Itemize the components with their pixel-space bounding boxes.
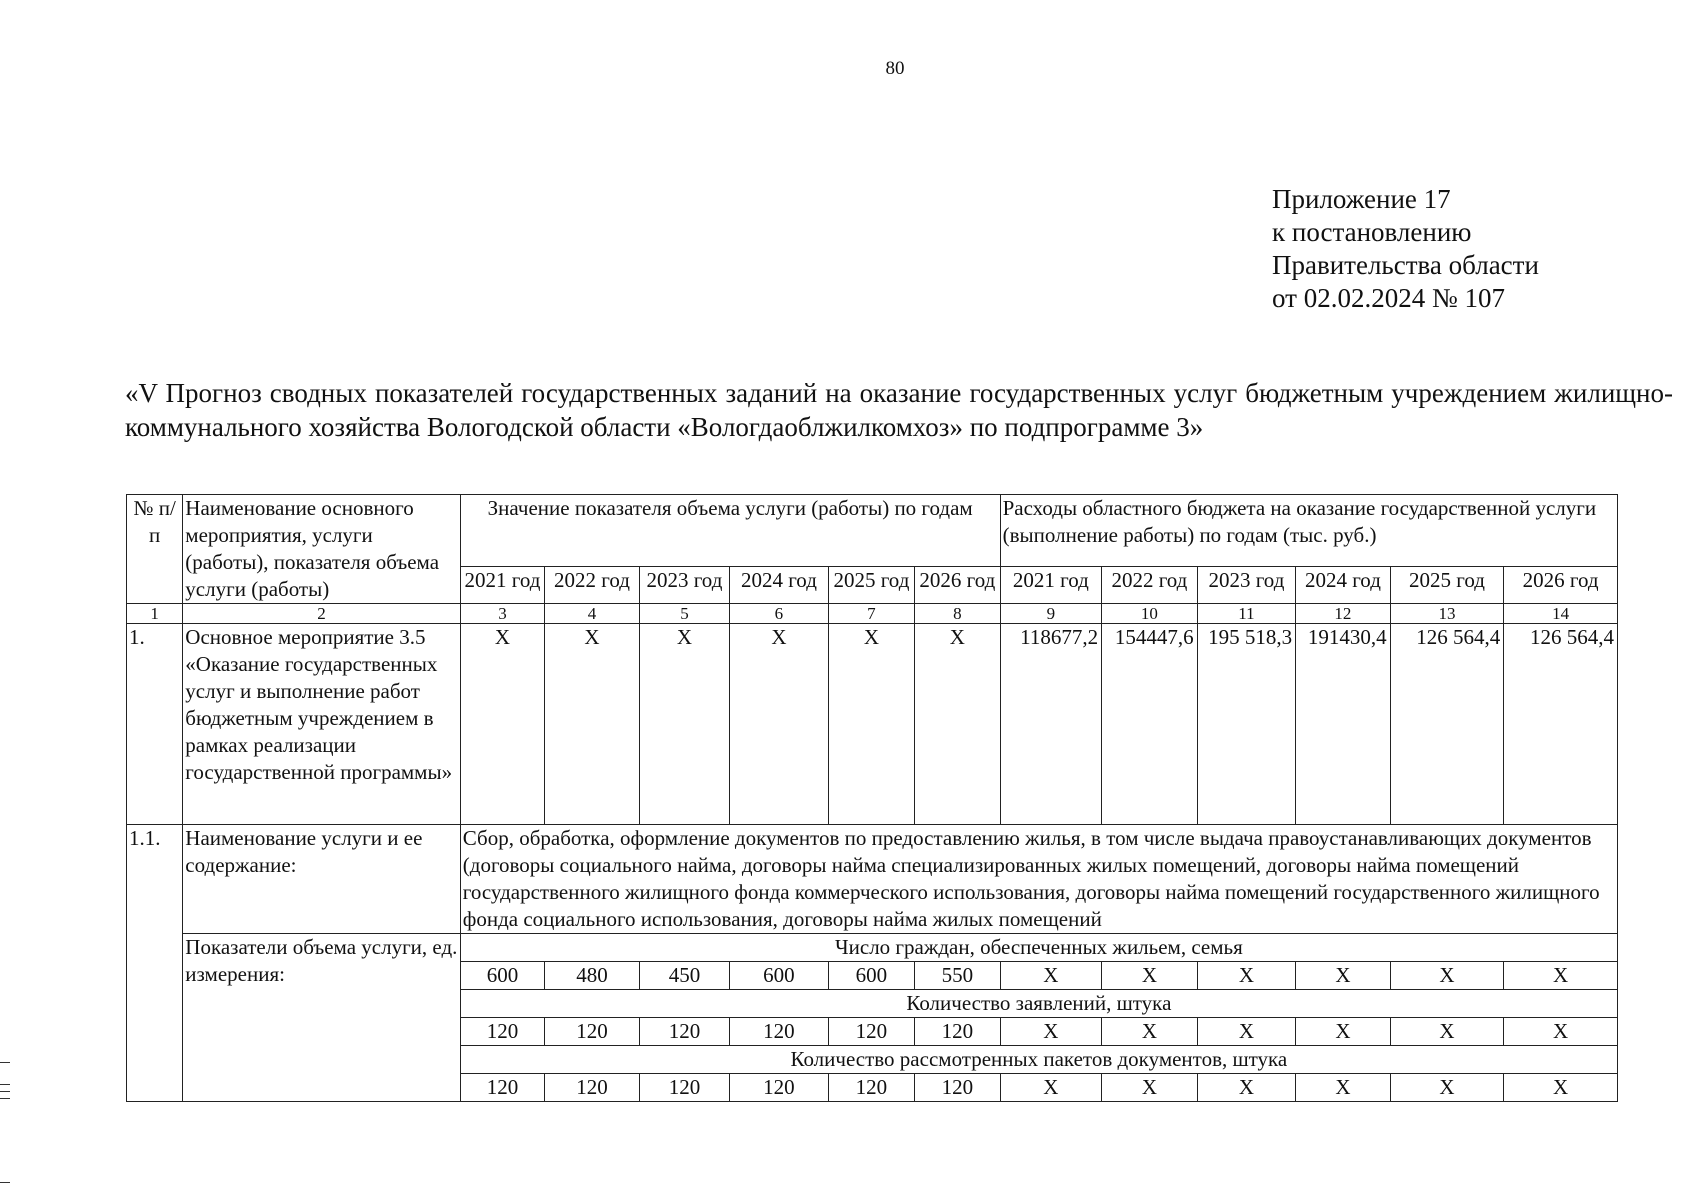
indicator-value: 120 <box>639 1018 729 1046</box>
service-label: Наименование услуги и ее содержание: <box>183 825 460 934</box>
indicator-value: X <box>1504 1074 1618 1102</box>
row-num: 1. <box>127 624 183 825</box>
header-expense-year: 2022 год <box>1102 567 1198 604</box>
header-num: № п/п <box>127 495 183 604</box>
header-volume-year: 2022 год <box>545 567 640 604</box>
indicator-value: 550 <box>915 962 1000 990</box>
header-volume-group: Значение показателя объема услуги (работы) по годам <box>460 495 1000 567</box>
indicator-value: X <box>1000 962 1102 990</box>
header-volume-year: 2025 год <box>828 567 914 604</box>
scan-margin-mark <box>0 1182 10 1183</box>
indicator-value: 480 <box>545 962 640 990</box>
column-number: 4 <box>545 604 640 624</box>
expense-value: 118677,2 <box>1000 624 1102 825</box>
volume-value: X <box>828 624 914 825</box>
indicator-value: 120 <box>915 1074 1000 1102</box>
volume-value: X <box>460 624 544 825</box>
indicator-value: 120 <box>730 1074 829 1102</box>
indicators-label: Показатели объема услуги, ед. измерения: <box>183 934 460 1102</box>
indicator-value: X <box>1102 1018 1198 1046</box>
volume-value: X <box>545 624 640 825</box>
header-name: Наименование основного мероприятия, услуги (работы), показателя объема услуги (работы) <box>183 495 460 604</box>
indicator-value: X <box>1390 962 1504 990</box>
indicator-value: X <box>1504 1018 1618 1046</box>
indicator-value: 450 <box>639 962 729 990</box>
header-expense-year: 2023 год <box>1197 567 1296 604</box>
header-volume-year: 2026 год <box>915 567 1000 604</box>
column-number: 3 <box>460 604 544 624</box>
indicator-value: 120 <box>460 1074 544 1102</box>
indicator-value: X <box>1102 1074 1198 1102</box>
row-num: 1.1. <box>127 825 183 1102</box>
indicator-value: X <box>1197 1018 1296 1046</box>
expense-value: 191430,4 <box>1296 624 1391 825</box>
indicator-value: X <box>1102 962 1198 990</box>
header-expense-year: 2026 год <box>1504 567 1618 604</box>
indicator-value: X <box>1197 962 1296 990</box>
indicator-value: 120 <box>460 1018 544 1046</box>
service-description: Сбор, обработка, оформление документов по предоставлению жилья, в том числе выдача правоустанавливающих документов (договоры социального найма, договоры найма специализированных жилых помещений, договоры найма помещений государственного жилищного фонда коммерческого использования, договоры найма помещений государственного жилищного фонда социального использования, договоры найма жилых помещений <box>460 825 1617 934</box>
indicator-value: 120 <box>545 1018 640 1046</box>
header-expense-year: 2024 год <box>1296 567 1391 604</box>
header-volume-year: 2024 год <box>730 567 829 604</box>
volume-value: X <box>639 624 729 825</box>
column-number: 5 <box>639 604 729 624</box>
expense-value: 126 564,4 <box>1390 624 1504 825</box>
expense-value: 195 518,3 <box>1197 624 1296 825</box>
volume-value: X <box>730 624 829 825</box>
indicator-value: 120 <box>915 1018 1000 1046</box>
indicator-value: X <box>1296 962 1391 990</box>
indicator-value: X <box>1504 962 1618 990</box>
column-number: 12 <box>1296 604 1391 624</box>
volume-value: X <box>915 624 1000 825</box>
column-number: 13 <box>1390 604 1504 624</box>
header-expense-year: 2025 год <box>1390 567 1504 604</box>
indicator-value: 120 <box>828 1074 914 1102</box>
indicator-title: Число граждан, обеспеченных жильем, семья <box>460 934 1617 962</box>
column-number: 7 <box>828 604 914 624</box>
appendix-line: к постановлению <box>1272 217 1472 247</box>
indicator-value: 120 <box>828 1018 914 1046</box>
scan-margin-mark <box>0 1084 10 1085</box>
column-number: 2 <box>183 604 460 624</box>
page-number: 80 <box>885 58 905 79</box>
indicator-value: 120 <box>639 1074 729 1102</box>
appendix-line: от 02.02.2024 № 107 <box>1272 283 1505 313</box>
indicator-title: Количество рассмотренных пакетов документов, штука <box>460 1046 1617 1074</box>
indicator-value: X <box>1000 1074 1102 1102</box>
indicator-value: 600 <box>460 962 544 990</box>
indicator-value: 120 <box>730 1018 829 1046</box>
indicator-value: X <box>1000 1018 1102 1046</box>
main-activity-name: Основное мероприятие 3.5 «Оказание государственных услуг и выполнение работ бюджетным учреждением в рамках реализации государственной программы» <box>183 624 460 825</box>
indicator-value: X <box>1390 1018 1504 1046</box>
appendix-block <box>1272 183 1539 315</box>
column-number: 9 <box>1000 604 1102 624</box>
scan-margin-mark <box>0 1091 10 1092</box>
scan-margin-mark <box>0 1098 10 1099</box>
indicator-value: X <box>1390 1074 1504 1102</box>
indicator-value: X <box>1197 1074 1296 1102</box>
column-number: 6 <box>730 604 829 624</box>
header-volume-year: 2023 год <box>639 567 729 604</box>
indicator-value: X <box>1296 1018 1391 1046</box>
indicator-value: 600 <box>828 962 914 990</box>
column-number: 1 <box>127 604 183 624</box>
expense-value: 126 564,4 <box>1504 624 1618 825</box>
header-expense-group: Расходы областного бюджета на оказание государственной услуги (выполнение работы) по годам (тыс. руб.) <box>1000 495 1617 567</box>
scan-margin-mark <box>0 1062 10 1063</box>
indicator-value: 120 <box>545 1074 640 1102</box>
column-number: 14 <box>1504 604 1618 624</box>
column-number: 8 <box>915 604 1000 624</box>
forecast-table <box>126 494 1618 1102</box>
header-expense-year: 2021 год <box>1000 567 1102 604</box>
indicator-value: 600 <box>730 962 829 990</box>
appendix-line: Приложение 17 <box>1272 184 1451 214</box>
indicator-value: X <box>1296 1074 1391 1102</box>
header-volume-year: 2021 год <box>460 567 544 604</box>
expense-value: 154447,6 <box>1102 624 1198 825</box>
section-heading: «V Прогноз сводных показателей государственных заданий на оказание государственных услуг бюджетным учреждением жилищно-коммунального хозяйства Вологодской области «Вологдаоблжилкомхоз» по подпрограмме 3» <box>125 378 1673 442</box>
column-number: 10 <box>1102 604 1198 624</box>
appendix-line: Правительства области <box>1272 250 1539 280</box>
column-number: 11 <box>1197 604 1296 624</box>
indicator-title: Количество заявлений, штука <box>460 990 1617 1018</box>
